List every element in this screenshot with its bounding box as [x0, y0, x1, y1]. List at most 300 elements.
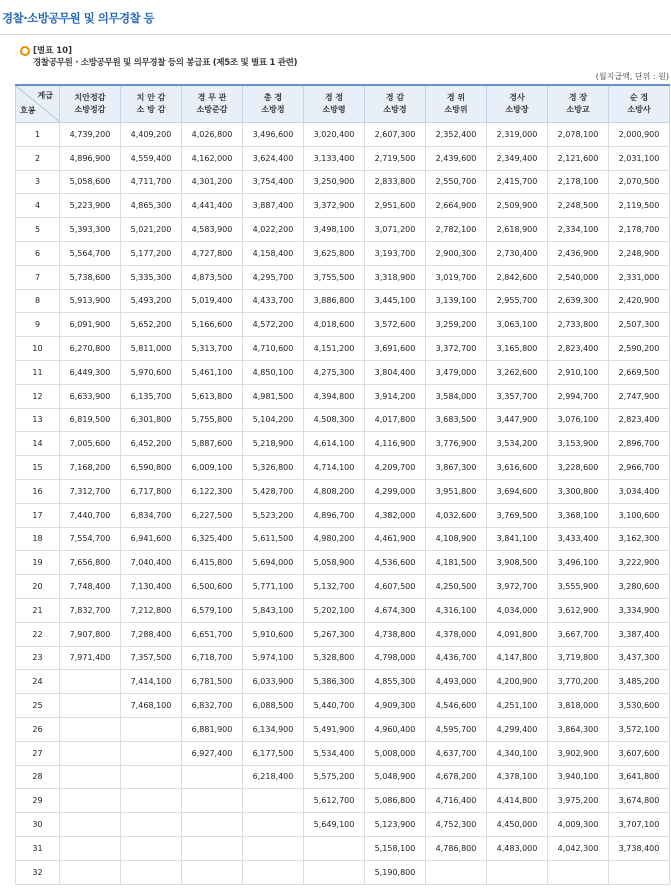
salary-cell — [243, 813, 304, 837]
salary-cell: 3,776,900 — [426, 432, 487, 456]
salary-cell: 7,554,700 — [60, 527, 121, 551]
salary-cell: 3,902,900 — [548, 741, 609, 765]
salary-cell: 6,500,600 — [182, 575, 243, 599]
salary-cell: 6,009,100 — [182, 456, 243, 480]
salary-cell: 7,907,800 — [60, 622, 121, 646]
section-subtitle: 경찰공무원 · 소방공무원 및 의무경찰 등의 봉급표 (제5조 및 별표 1 관련) — [33, 58, 298, 68]
salary-cell: 5,177,200 — [121, 241, 182, 265]
step-cell: 24 — [16, 670, 60, 694]
salary-cell: 2,420,900 — [609, 289, 670, 313]
salary-cell: 2,833,800 — [365, 170, 426, 194]
salary-cell: 2,823,400 — [609, 408, 670, 432]
salary-cell: 4,896,900 — [60, 146, 121, 170]
salary-cell: 3,063,100 — [487, 313, 548, 337]
salary-cell: 4,034,000 — [487, 598, 548, 622]
salary-cell: 7,971,400 — [60, 646, 121, 670]
salary-cell: 3,071,200 — [365, 218, 426, 242]
salary-cell: 5,491,900 — [304, 717, 365, 741]
fire-rank-label: 소방령 — [322, 105, 346, 114]
salary-cell: 4,301,200 — [182, 170, 243, 194]
salary-cell: 4,739,200 — [60, 123, 121, 147]
salary-cell: 5,313,700 — [182, 337, 243, 361]
salary-cell — [304, 860, 365, 884]
salary-cell: 2,349,400 — [487, 146, 548, 170]
step-cell: 3 — [16, 170, 60, 194]
step-cell: 21 — [16, 598, 60, 622]
table-header-row — [16, 85, 670, 123]
salary-cell: 5,223,900 — [60, 194, 121, 218]
salary-cell: 3,940,100 — [548, 765, 609, 789]
salary-cell: 5,019,400 — [182, 289, 243, 313]
salary-cell: 3,034,400 — [609, 479, 670, 503]
salary-cell — [121, 789, 182, 813]
salary-cell: 3,262,600 — [487, 360, 548, 384]
page-header — [0, 0, 671, 35]
salary-cell — [243, 836, 304, 860]
salary-cell: 4,559,400 — [121, 146, 182, 170]
salary-cell: 3,020,400 — [304, 123, 365, 147]
salary-cell: 7,656,800 — [60, 551, 121, 575]
salary-cell: 3,864,300 — [548, 717, 609, 741]
salary-cell: 5,202,100 — [304, 598, 365, 622]
table-row — [16, 598, 670, 622]
column-header — [426, 85, 487, 123]
salary-cell: 5,843,100 — [243, 598, 304, 622]
salary-cell: 4,583,900 — [182, 218, 243, 242]
table-body — [16, 123, 670, 885]
salary-cell: 5,021,200 — [121, 218, 182, 242]
salary-cell: 3,607,600 — [609, 741, 670, 765]
salary-cell: 6,218,400 — [243, 765, 304, 789]
salary-cell: 4,151,200 — [304, 337, 365, 361]
salary-cell — [121, 765, 182, 789]
fire-rank-label: 소방정감 — [74, 105, 106, 114]
step-cell: 10 — [16, 337, 60, 361]
salary-cell — [60, 694, 121, 718]
salary-cell — [121, 741, 182, 765]
salary-cell: 6,301,800 — [121, 408, 182, 432]
salary-cell: 2,178,700 — [609, 218, 670, 242]
table-row — [16, 503, 670, 527]
salary-cell: 3,616,600 — [487, 456, 548, 480]
salary-cell: 4,450,000 — [487, 813, 548, 837]
salary-cell: 2,248,900 — [609, 241, 670, 265]
salary-cell: 3,372,900 — [304, 194, 365, 218]
salary-cell: 3,972,700 — [487, 575, 548, 599]
salary-cell: 3,914,200 — [365, 384, 426, 408]
salary-cell: 3,153,900 — [548, 432, 609, 456]
salary-cell — [182, 860, 243, 884]
salary-cell: 3,228,600 — [548, 456, 609, 480]
salary-cell: 3,667,700 — [548, 622, 609, 646]
police-rank-label: 경 감 — [385, 93, 405, 102]
salary-cell: 4,461,900 — [365, 527, 426, 551]
table-row — [16, 360, 670, 384]
salary-cell: 5,564,700 — [60, 241, 121, 265]
salary-cell: 2,550,700 — [426, 170, 487, 194]
police-rank-label: 경 정 — [324, 93, 344, 102]
salary-cell: 4,299,000 — [365, 479, 426, 503]
salary-cell: 3,625,800 — [304, 241, 365, 265]
step-cell: 20 — [16, 575, 60, 599]
salary-cell: 6,819,500 — [60, 408, 121, 432]
salary-cell — [60, 813, 121, 837]
salary-cell: 5,104,200 — [243, 408, 304, 432]
bullet-circle-icon — [20, 46, 30, 56]
section-label: [별표 10] — [33, 46, 72, 56]
salary-cell: 4,147,800 — [487, 646, 548, 670]
salary-cell: 3,738,400 — [609, 836, 670, 860]
salary-cell: 6,091,900 — [60, 313, 121, 337]
column-header — [609, 85, 670, 123]
salary-cell: 4,158,400 — [243, 241, 304, 265]
salary-cell: 7,440,700 — [60, 503, 121, 527]
salary-cell: 3,280,600 — [609, 575, 670, 599]
salary-cell — [60, 789, 121, 813]
salary-cell: 3,259,200 — [426, 313, 487, 337]
salary-cell: 4,536,600 — [365, 551, 426, 575]
salary-cell: 4,865,300 — [121, 194, 182, 218]
fire-rank-label: 소 방 감 — [136, 105, 166, 114]
table-row — [16, 337, 670, 361]
salary-cell: 2,994,700 — [548, 384, 609, 408]
salary-cell: 4,299,400 — [487, 717, 548, 741]
table-row — [16, 765, 670, 789]
fire-rank-label: 소방사 — [627, 105, 651, 114]
salary-cell: 3,641,800 — [609, 765, 670, 789]
salary-cell — [182, 813, 243, 837]
salary-cell: 2,747,900 — [609, 384, 670, 408]
fire-rank-label: 소방장 — [505, 105, 529, 114]
step-cell: 31 — [16, 836, 60, 860]
salary-cell: 5,440,700 — [304, 694, 365, 718]
salary-cell: 2,000,900 — [609, 123, 670, 147]
salary-cell: 4,786,800 — [426, 836, 487, 860]
salary-cell: 2,352,400 — [426, 123, 487, 147]
salary-cell: 5,326,800 — [243, 456, 304, 480]
salary-cell: 6,134,900 — [243, 717, 304, 741]
salary-cell — [60, 836, 121, 860]
salary-cell: 6,927,400 — [182, 741, 243, 765]
police-rank-label: 총 경 — [263, 93, 283, 102]
salary-cell: 4,896,700 — [304, 503, 365, 527]
salary-cell: 5,166,600 — [182, 313, 243, 337]
salary-cell: 6,177,500 — [243, 741, 304, 765]
salary-cell: 3,754,400 — [243, 170, 304, 194]
salary-cell: 4,026,800 — [182, 123, 243, 147]
table-row — [16, 646, 670, 670]
salary-cell: 4,798,000 — [365, 646, 426, 670]
fire-rank-label: 소방위 — [444, 105, 468, 114]
step-cell: 28 — [16, 765, 60, 789]
table-row — [16, 836, 670, 860]
table-row — [16, 670, 670, 694]
salary-cell: 5,652,200 — [121, 313, 182, 337]
column-header — [365, 85, 426, 123]
salary-cell: 7,005,600 — [60, 432, 121, 456]
salary-cell: 2,331,000 — [609, 265, 670, 289]
salary-cell: 4,595,700 — [426, 717, 487, 741]
step-cell: 15 — [16, 456, 60, 480]
salary-cell: 6,325,400 — [182, 527, 243, 551]
salary-cell: 6,033,900 — [243, 670, 304, 694]
salary-cell: 5,461,100 — [182, 360, 243, 384]
salary-cell: 6,881,900 — [182, 717, 243, 741]
salary-cell: 3,100,600 — [609, 503, 670, 527]
step-cell: 4 — [16, 194, 60, 218]
salary-cell: 5,058,600 — [60, 170, 121, 194]
salary-cell: 4,678,200 — [426, 765, 487, 789]
salary-cell: 3,076,100 — [548, 408, 609, 432]
salary-cell: 2,439,600 — [426, 146, 487, 170]
salary-cell: 3,555,900 — [548, 575, 609, 599]
salary-cell — [60, 741, 121, 765]
salary-cell: 4,980,200 — [304, 527, 365, 551]
fire-rank-label: 소방교 — [566, 105, 590, 114]
salary-cell: 3,019,700 — [426, 265, 487, 289]
column-header — [304, 85, 365, 123]
salary-cell: 4,032,600 — [426, 503, 487, 527]
salary-cell: 2,121,600 — [548, 146, 609, 170]
salary-cell: 2,078,100 — [548, 123, 609, 147]
salary-cell: 3,496,100 — [548, 551, 609, 575]
salary-cell: 5,132,700 — [304, 575, 365, 599]
salary-cell: 3,372,700 — [426, 337, 487, 361]
table-row — [16, 717, 670, 741]
step-cell: 32 — [16, 860, 60, 884]
salary-cell: 6,227,500 — [182, 503, 243, 527]
salary-cell: 6,781,500 — [182, 670, 243, 694]
salary-cell: 6,088,500 — [243, 694, 304, 718]
salary-cell: 5,613,800 — [182, 384, 243, 408]
salary-cell: 4,508,300 — [304, 408, 365, 432]
salary-cell: 7,357,500 — [121, 646, 182, 670]
salary-cell: 2,951,600 — [365, 194, 426, 218]
salary-cell: 3,886,800 — [304, 289, 365, 313]
salary-cell — [548, 860, 609, 884]
salary-cell: 3,719,800 — [548, 646, 609, 670]
salary-cell: 2,436,900 — [548, 241, 609, 265]
salary-cell: 2,415,700 — [487, 170, 548, 194]
salary-cell: 3,624,400 — [243, 146, 304, 170]
salary-cell: 3,222,900 — [609, 551, 670, 575]
table-row — [16, 289, 670, 313]
salary-cell: 3,250,900 — [304, 170, 365, 194]
salary-cell: 2,070,500 — [609, 170, 670, 194]
salary-cell: 6,415,800 — [182, 551, 243, 575]
salary-cell: 4,614,100 — [304, 432, 365, 456]
salary-cell: 4,493,000 — [426, 670, 487, 694]
corner-step-label: 호봉 — [20, 106, 36, 115]
salary-cell — [487, 860, 548, 884]
salary-cell: 5,811,000 — [121, 337, 182, 361]
salary-cell: 6,579,100 — [182, 598, 243, 622]
salary-cell: 3,887,400 — [243, 194, 304, 218]
salary-cell: 5,913,900 — [60, 289, 121, 313]
salary-cell: 7,212,800 — [121, 598, 182, 622]
table-row — [16, 860, 670, 884]
salary-cell: 3,841,100 — [487, 527, 548, 551]
table-row — [16, 194, 670, 218]
step-cell: 12 — [16, 384, 60, 408]
salary-cell: 4,394,800 — [304, 384, 365, 408]
salary-cell: 3,975,200 — [548, 789, 609, 813]
salary-cell — [182, 765, 243, 789]
salary-cell: 4,181,500 — [426, 551, 487, 575]
salary-cell: 5,048,900 — [365, 765, 426, 789]
salary-cell: 5,694,000 — [243, 551, 304, 575]
salary-cell: 4,572,200 — [243, 313, 304, 337]
salary-cell: 4,108,900 — [426, 527, 487, 551]
salary-cell: 4,981,500 — [243, 384, 304, 408]
unit-note: (월지급액, 단위 : 원) — [595, 72, 669, 81]
police-rank-label: 경 무 관 — [197, 93, 227, 102]
salary-cell: 6,590,800 — [121, 456, 182, 480]
step-cell: 17 — [16, 503, 60, 527]
salary-cell: 6,633,900 — [60, 384, 121, 408]
salary-cell: 5,755,800 — [182, 408, 243, 432]
salary-cell: 4,716,400 — [426, 789, 487, 813]
salary-cell: 6,452,200 — [121, 432, 182, 456]
salary-cell: 2,782,100 — [426, 218, 487, 242]
salary-cell: 4,674,300 — [365, 598, 426, 622]
salary-cell: 4,017,800 — [365, 408, 426, 432]
step-cell: 14 — [16, 432, 60, 456]
salary-cell: 3,612,900 — [548, 598, 609, 622]
salary-cell: 2,031,100 — [609, 146, 670, 170]
salary-cell: 5,386,300 — [304, 670, 365, 694]
salary-cell: 7,312,700 — [60, 479, 121, 503]
table-row — [16, 313, 670, 337]
salary-cell: 2,618,900 — [487, 218, 548, 242]
police-rank-label: 경 위 — [446, 93, 466, 102]
salary-cell — [121, 813, 182, 837]
salary-cell: 3,584,000 — [426, 384, 487, 408]
salary-cell: 7,040,400 — [121, 551, 182, 575]
step-cell: 30 — [16, 813, 60, 837]
salary-cell: 3,530,600 — [609, 694, 670, 718]
salary-cell: 3,951,800 — [426, 479, 487, 503]
salary-cell: 2,842,600 — [487, 265, 548, 289]
salary-cell: 6,449,300 — [60, 360, 121, 384]
salary-cell: 3,165,800 — [487, 337, 548, 361]
salary-cell: 7,414,100 — [121, 670, 182, 694]
table-row — [16, 789, 670, 813]
column-header — [487, 85, 548, 123]
table-row — [16, 575, 670, 599]
salary-cell: 2,178,100 — [548, 170, 609, 194]
salary-cell: 5,190,800 — [365, 860, 426, 884]
fire-rank-label: 소방준감 — [196, 105, 228, 114]
table-row — [16, 479, 670, 503]
salary-cell: 7,130,400 — [121, 575, 182, 599]
salary-cell: 6,832,700 — [182, 694, 243, 718]
salary-cell — [182, 789, 243, 813]
step-cell: 26 — [16, 717, 60, 741]
salary-cell: 4,752,300 — [426, 813, 487, 837]
step-cell: 29 — [16, 789, 60, 813]
salary-cell: 5,086,800 — [365, 789, 426, 813]
salary-cell: 6,122,300 — [182, 479, 243, 503]
salary-cell: 4,162,000 — [182, 146, 243, 170]
step-cell: 7 — [16, 265, 60, 289]
salary-cell: 4,808,200 — [304, 479, 365, 503]
step-cell: 22 — [16, 622, 60, 646]
salary-cell: 5,523,200 — [243, 503, 304, 527]
salary-cell: 4,711,700 — [121, 170, 182, 194]
step-cell: 8 — [16, 289, 60, 313]
column-header — [243, 85, 304, 123]
corner-rank-label: 계급 — [37, 91, 53, 100]
salary-cell: 3,496,600 — [243, 123, 304, 147]
police-rank-label: 순 경 — [629, 93, 649, 102]
salary-cell: 4,873,500 — [182, 265, 243, 289]
salary-cell: 2,910,100 — [548, 360, 609, 384]
salary-cell: 4,250,500 — [426, 575, 487, 599]
salary-cell: 4,436,700 — [426, 646, 487, 670]
fire-rank-label: 소방경 — [383, 105, 407, 114]
salary-cell: 3,572,100 — [609, 717, 670, 741]
table-row — [16, 432, 670, 456]
salary-cell: 2,334,100 — [548, 218, 609, 242]
salary-cell: 2,733,800 — [548, 313, 609, 337]
salary-cell: 4,855,300 — [365, 670, 426, 694]
salary-cell: 3,387,400 — [609, 622, 670, 646]
salary-cell: 4,414,800 — [487, 789, 548, 813]
salary-cell: 5,738,600 — [60, 265, 121, 289]
salary-cell: 3,193,700 — [365, 241, 426, 265]
salary-cell: 4,209,700 — [365, 456, 426, 480]
salary-cell: 3,162,300 — [609, 527, 670, 551]
column-header — [548, 85, 609, 123]
salary-cell — [121, 717, 182, 741]
salary-cell — [60, 670, 121, 694]
salary-cell: 2,966,700 — [609, 456, 670, 480]
table-row — [16, 527, 670, 551]
salary-cell: 5,612,700 — [304, 789, 365, 813]
step-cell: 25 — [16, 694, 60, 718]
salary-cell: 5,428,700 — [243, 479, 304, 503]
salary-cell: 5,970,600 — [121, 360, 182, 384]
salary-cell: 3,691,600 — [365, 337, 426, 361]
police-rank-label: 경 장 — [568, 93, 588, 102]
step-cell: 18 — [16, 527, 60, 551]
salary-cell: 3,674,800 — [609, 789, 670, 813]
salary-cell: 2,540,000 — [548, 265, 609, 289]
salary-cell: 4,382,000 — [365, 503, 426, 527]
salary-cell: 5,393,300 — [60, 218, 121, 242]
salary-cell: 5,335,300 — [121, 265, 182, 289]
salary-cell: 4,637,700 — [426, 741, 487, 765]
salary-cell: 3,334,900 — [609, 598, 670, 622]
salary-cell: 3,357,700 — [487, 384, 548, 408]
step-cell: 1 — [16, 123, 60, 147]
salary-cell: 5,218,900 — [243, 432, 304, 456]
police-rank-label: 치 안 감 — [136, 93, 166, 102]
salary-cell: 7,288,400 — [121, 622, 182, 646]
salary-cell: 4,378,000 — [426, 622, 487, 646]
salary-cell — [304, 836, 365, 860]
corner-header — [16, 85, 60, 123]
salary-cell: 3,485,200 — [609, 670, 670, 694]
step-cell: 13 — [16, 408, 60, 432]
salary-cell: 5,534,400 — [304, 741, 365, 765]
salary-cell: 2,507,300 — [609, 313, 670, 337]
salary-cell: 7,468,100 — [121, 694, 182, 718]
salary-cell: 5,575,200 — [304, 765, 365, 789]
step-cell: 2 — [16, 146, 60, 170]
fire-rank-label: 소방정 — [261, 105, 285, 114]
